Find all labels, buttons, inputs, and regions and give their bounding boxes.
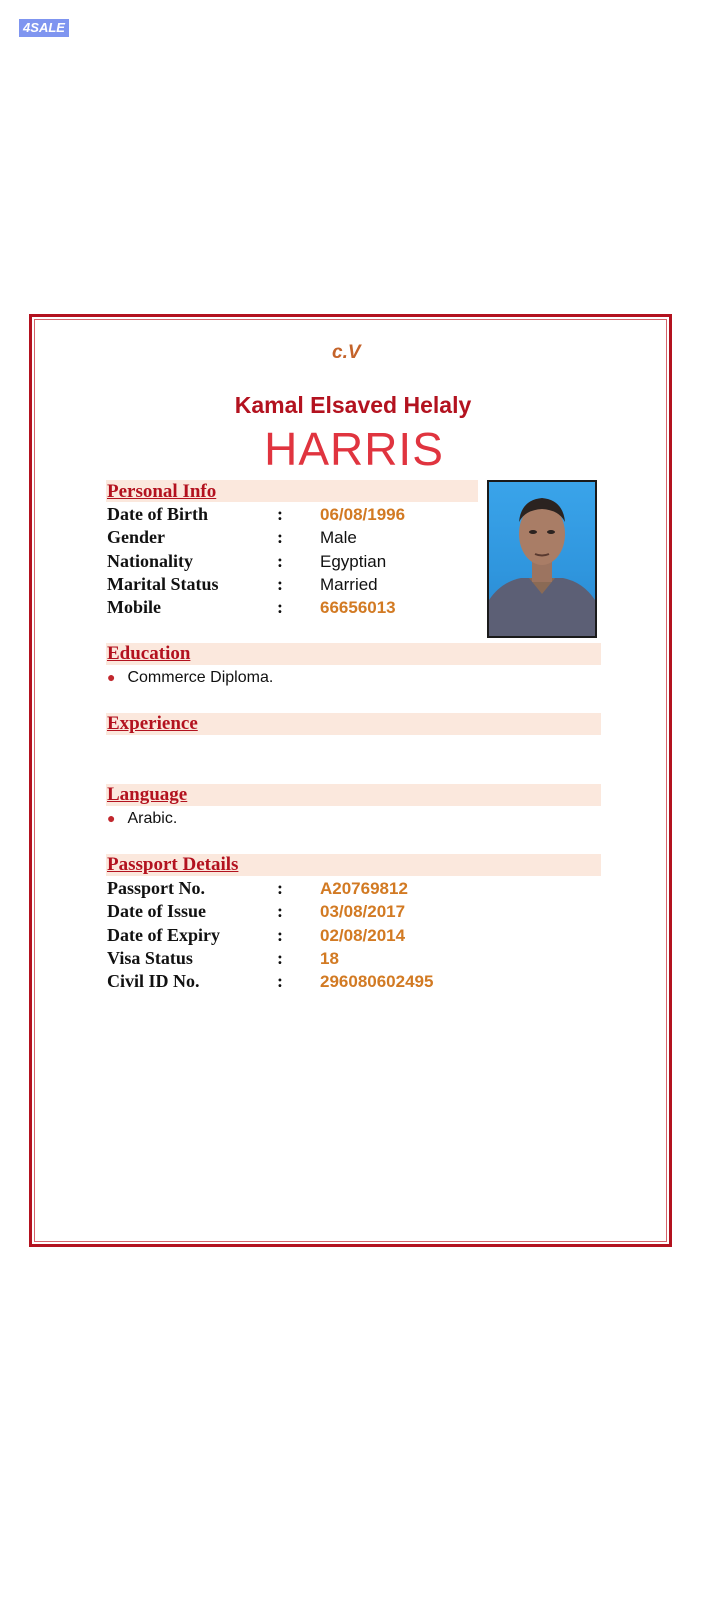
field-value-dob: 06/08/1996: [320, 505, 406, 524]
field-value-passport-no: A20769812: [320, 879, 408, 898]
cv-label: c.V: [332, 342, 361, 363]
separator: :: [277, 504, 283, 524]
field-label: Nationality: [107, 551, 194, 571]
field-label: Date of Issue: [107, 901, 206, 921]
field-value-nationality: Egyptian: [320, 552, 387, 571]
field-label: Marital Status: [107, 574, 219, 594]
separator: :: [277, 527, 283, 547]
separator: :: [277, 971, 283, 991]
field-label: Passport No.: [107, 878, 205, 898]
field-value-mobile: 66656013: [320, 598, 396, 617]
separator: :: [277, 901, 283, 921]
section-heading-language: Language: [107, 784, 188, 805]
language-item: [107, 810, 177, 828]
language-item-text: Arabic.: [127, 810, 178, 827]
field-label: Date of Expiry: [107, 925, 220, 945]
field-value-gender: Male: [320, 528, 357, 547]
portrait-illustration: [489, 482, 595, 636]
section-heading-passport: Passport Details: [107, 854, 239, 875]
section-heading-education: Education: [107, 643, 191, 664]
section-heading-experience: Experience: [107, 713, 198, 734]
education-item-text: Commerce Diploma.: [127, 669, 274, 686]
separator: :: [277, 925, 283, 945]
bullet-icon: ●: [107, 669, 116, 685]
field-label: Gender: [107, 527, 165, 547]
field-value-issue-date: 03/08/2017: [320, 902, 406, 921]
watermark-logo: 4SALE: [19, 19, 69, 37]
profile-photo: [487, 480, 597, 638]
field-label: Mobile: [107, 597, 161, 617]
separator: :: [277, 597, 283, 617]
harris-stamp: HARRIS: [264, 423, 444, 475]
field-label: Civil ID No.: [107, 971, 200, 991]
field-value-expiry-date: 02/08/2014: [320, 926, 406, 945]
separator: :: [277, 948, 283, 968]
field-value-marital: Married: [320, 575, 378, 594]
separator: :: [277, 878, 283, 898]
field-label: Date of Birth: [107, 504, 208, 524]
field-label: Visa Status: [107, 948, 193, 968]
separator: :: [277, 574, 283, 594]
field-value-visa-status: 18: [320, 949, 339, 968]
bullet-icon: ●: [107, 810, 116, 826]
separator: :: [277, 551, 283, 571]
section-heading-personal: Personal Info: [107, 481, 217, 502]
candidate-name: Kamal Elsaved Helaly: [234, 392, 472, 418]
field-value-civil-id: 296080602495: [320, 972, 434, 991]
education-item: [107, 669, 273, 687]
